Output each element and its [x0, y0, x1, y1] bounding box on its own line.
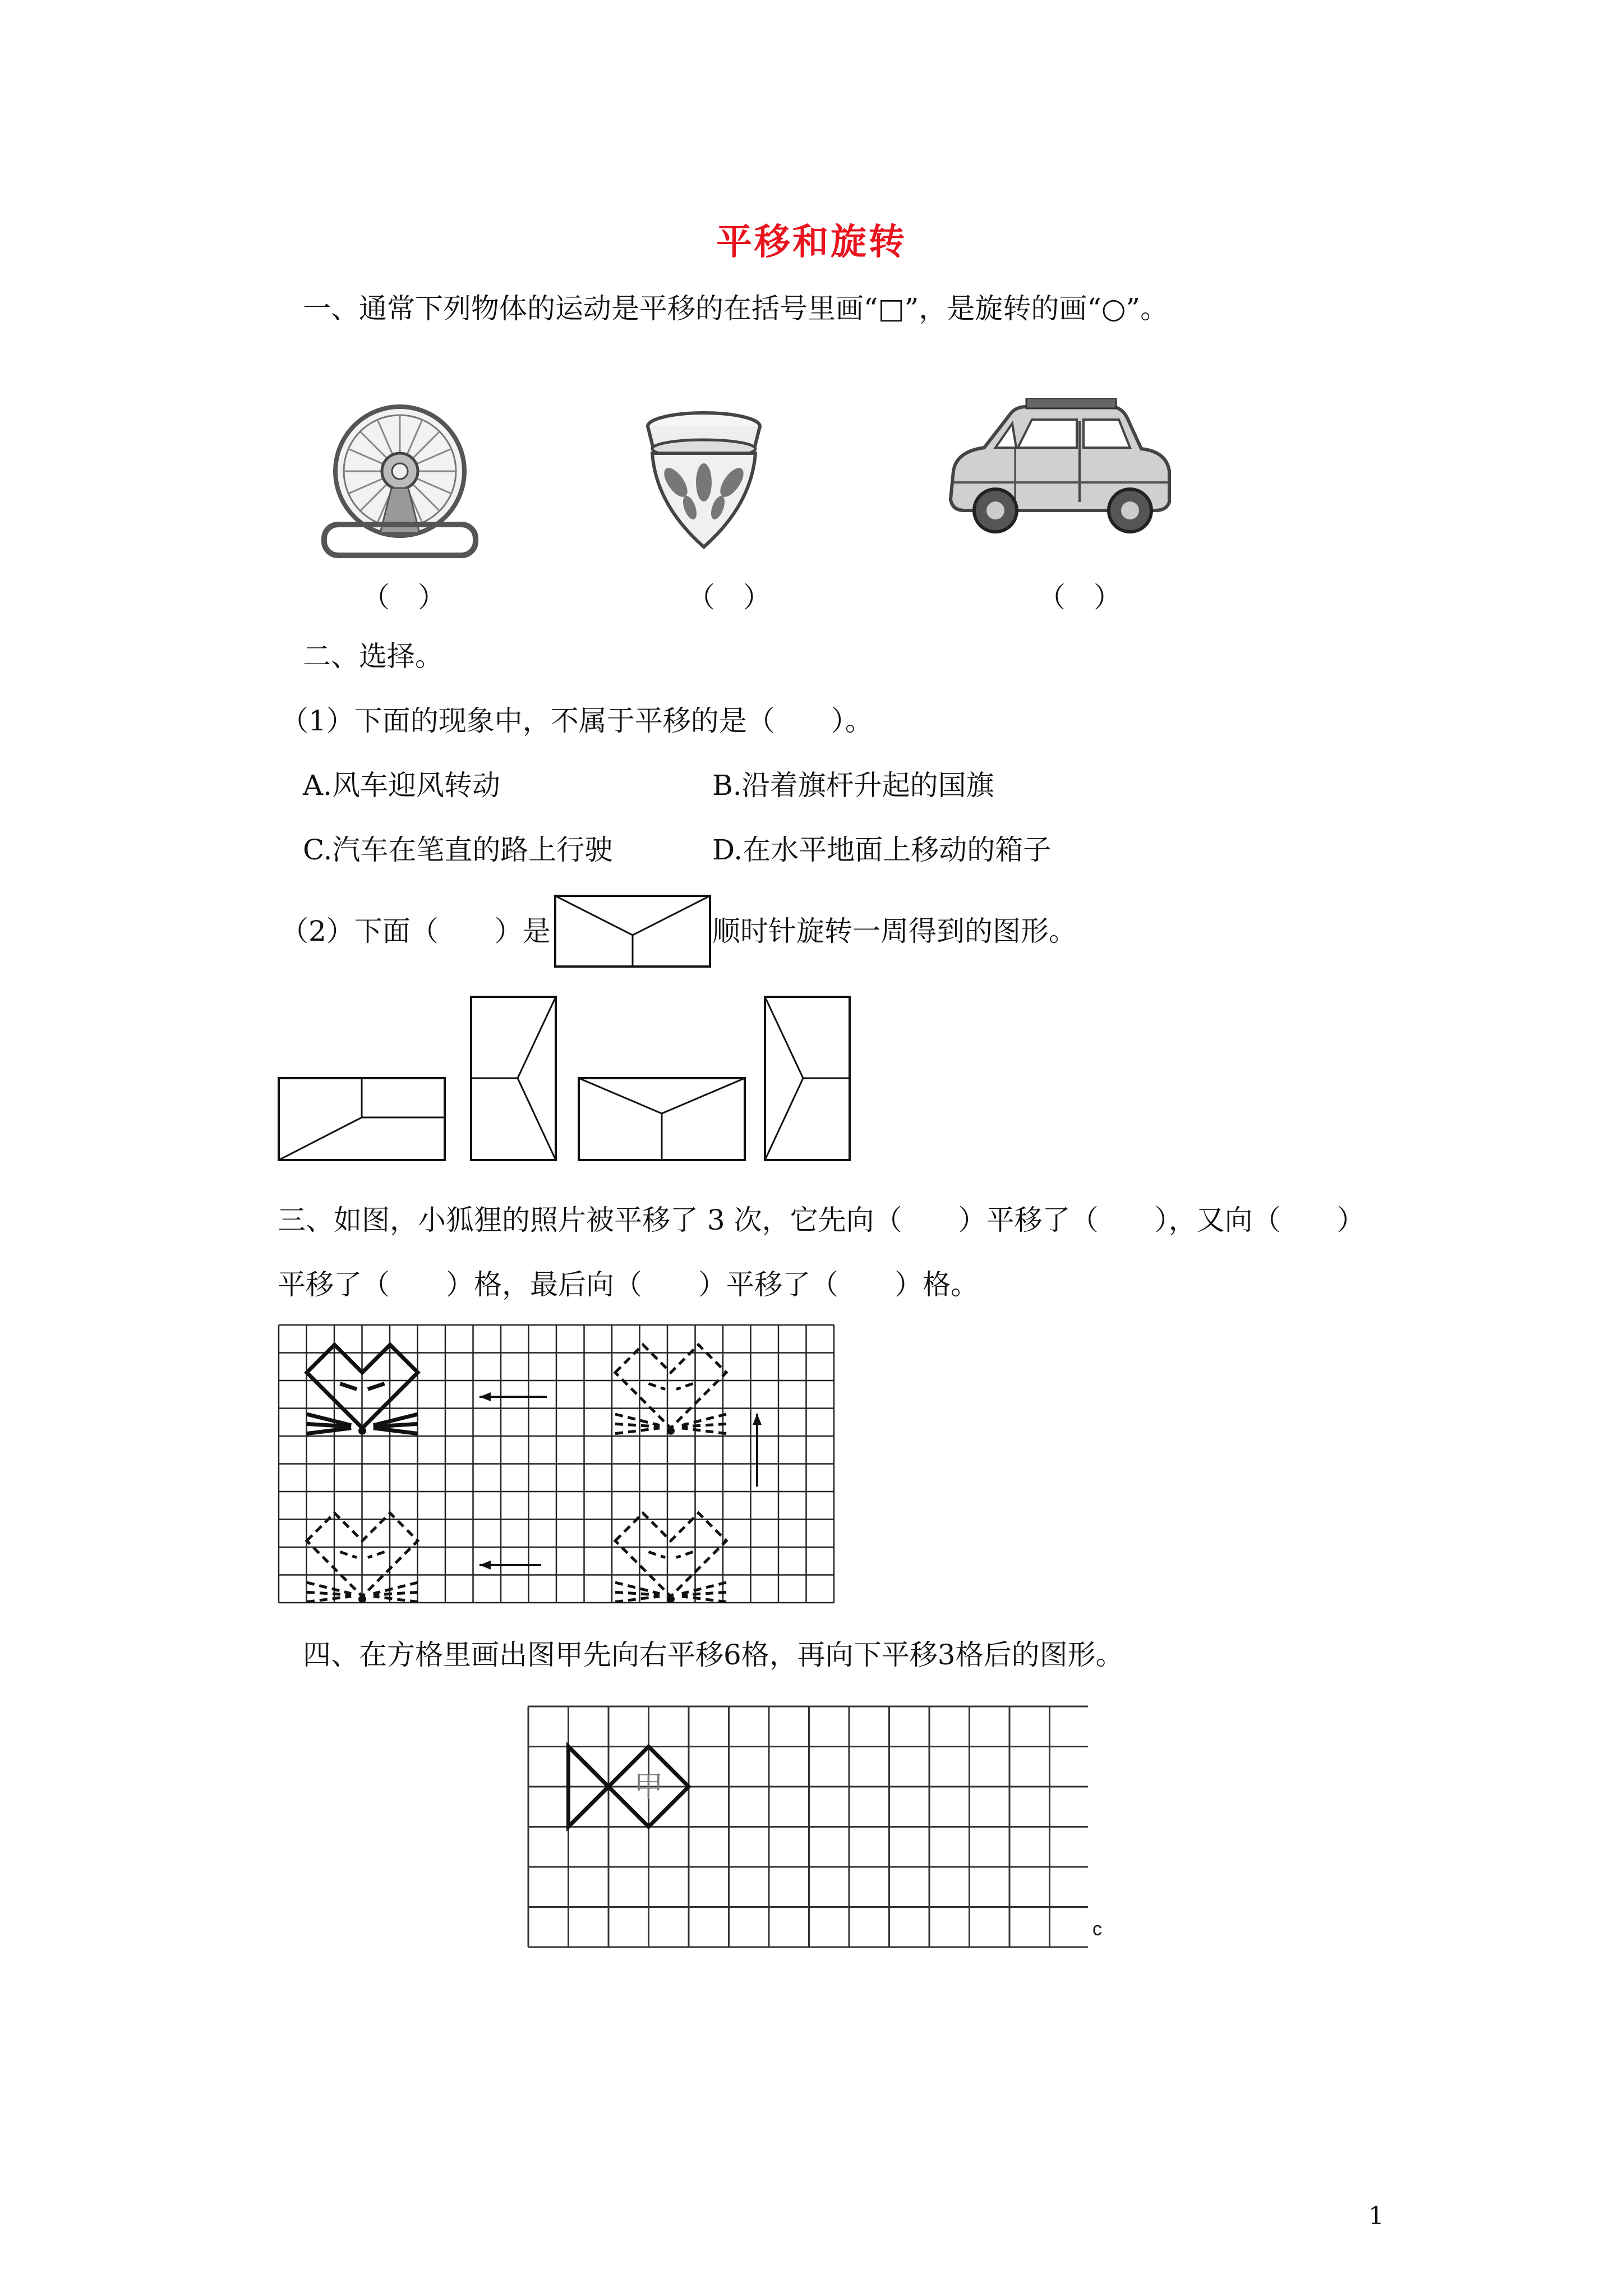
q4-figure-label-placeholder: [540, 1778, 568, 1806]
figure-jia-label: 甲: [634, 1770, 663, 1804]
electric-fan-icon: [307, 404, 498, 561]
q1-text: 一、通常下列物体的运动是平移的在括号里画“□”，是旋转的画“○”。: [303, 292, 1169, 325]
spinning-top-icon: [639, 409, 768, 555]
q2-sub1-question: （1）下面的现象中，不属于平移的是（ ）。: [280, 705, 873, 737]
q4-text: 四、在方格里画出图甲先向右平移6格，再向下平移3格后的图形。: [303, 1639, 1124, 1671]
q4-corner-mark: c: [1092, 1918, 1102, 1940]
car-icon: [942, 398, 1178, 544]
envelope-option-2[interactable]: [470, 996, 557, 1161]
q2-heading: 二、选择。: [303, 640, 443, 673]
q1-answer-2[interactable]: （ ）: [687, 581, 771, 614]
fox-translation-grid: [278, 1324, 838, 1604]
envelope-option-1[interactable]: [278, 1077, 446, 1161]
page-title: 平移和旋转: [716, 221, 907, 263]
arrow-left-top: [479, 1392, 547, 1401]
q3-line2: 平移了（ ）格，最后向（ ）平移了（ ）格。: [278, 1268, 979, 1301]
arrow-up: [753, 1414, 762, 1487]
q2-sub2-question-before: （2）下面（ ）是: [280, 915, 551, 947]
q4-grid-lines: [528, 1706, 1088, 1947]
arrow-left-bottom: [479, 1561, 541, 1570]
fox-copy-3: [615, 1513, 726, 1603]
q1-answer-3[interactable]: （ ）: [1038, 581, 1122, 614]
q2-option-b[interactable]: B.沿着旗杆升起的国旗: [712, 769, 994, 802]
q1-answer-1[interactable]: （ ）: [362, 581, 446, 614]
fox-copy-1: [615, 1345, 726, 1434]
fox-grid-lines: [279, 1325, 834, 1603]
envelope-option-3[interactable]: [578, 1077, 746, 1161]
q2-option-c[interactable]: C.汽车在笔直的路上行驶: [303, 834, 613, 866]
q2-option-d[interactable]: D.在水平地面上移动的箱子: [712, 834, 1052, 866]
page-number: 1: [1368, 2202, 1384, 2230]
q4-drawing-grid[interactable]: [527, 1705, 1088, 1952]
envelope-reference-figure: [554, 895, 711, 968]
envelope-option-4[interactable]: [764, 996, 851, 1161]
q3-line1: 三、如图，小狐狸的照片被平移了 3 次，它先向（ ）平移了（ ），又向（ ）: [278, 1204, 1365, 1236]
q2-option-a[interactable]: A.风车迎风转动: [303, 769, 501, 802]
q2-sub2-question-after: 顺时针旋转一周得到的图形。: [712, 915, 1077, 947]
